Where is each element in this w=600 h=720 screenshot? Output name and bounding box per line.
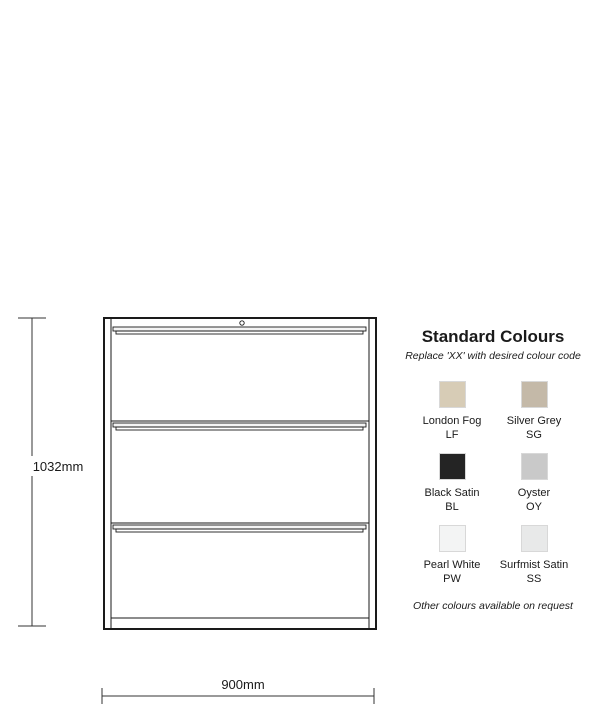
swatch-surfmist-satin	[521, 525, 548, 552]
legend-subtitle: Replace 'XX' with desired colour code	[405, 350, 581, 362]
colour-legend	[396, 326, 590, 613]
colour-name: Pearl White	[423, 559, 481, 571]
swatch-london-fog	[439, 381, 466, 408]
swatch-oyster	[521, 453, 548, 480]
drawer-2-handle[interactable]	[111, 421, 369, 430]
swatch-black-satin	[439, 453, 466, 480]
colour-option-black-satin[interactable]	[411, 453, 493, 525]
width-label: 900mm	[221, 677, 265, 692]
height-label: 1032mm	[32, 459, 84, 474]
drawer-1-handle[interactable]	[113, 327, 366, 334]
legend-footnote: Other colours available on request	[413, 600, 573, 612]
swatch-grid	[396, 381, 590, 597]
colour-code: OY	[526, 501, 542, 513]
colour-code: LF	[445, 429, 459, 441]
colour-option-london-fog[interactable]	[411, 381, 493, 453]
colour-code: BL	[445, 501, 459, 513]
drawer-3-handle[interactable]	[111, 523, 369, 532]
colour-option-oyster[interactable]	[493, 453, 575, 525]
colour-code: SS	[526, 573, 542, 585]
colour-option-silver-grey[interactable]	[493, 381, 575, 453]
lock-icon	[240, 321, 244, 325]
colour-option-surfmist-satin[interactable]	[493, 525, 575, 597]
colour-code: SG	[526, 429, 542, 441]
colour-name: Silver Grey	[506, 415, 562, 427]
colour-name: Surfmist Satin	[499, 559, 569, 571]
swatch-pearl-white	[439, 525, 466, 552]
colour-option-pearl-white[interactable]	[411, 525, 493, 597]
colour-name: Black Satin	[424, 487, 480, 499]
cabinet-body	[104, 318, 376, 629]
swatch-silver-grey	[521, 381, 548, 408]
colour-code: PW	[443, 573, 461, 585]
colour-name: Oyster	[517, 487, 551, 499]
legend-title: Standard Colours	[421, 327, 565, 346]
colour-name: London Fog	[422, 415, 482, 427]
